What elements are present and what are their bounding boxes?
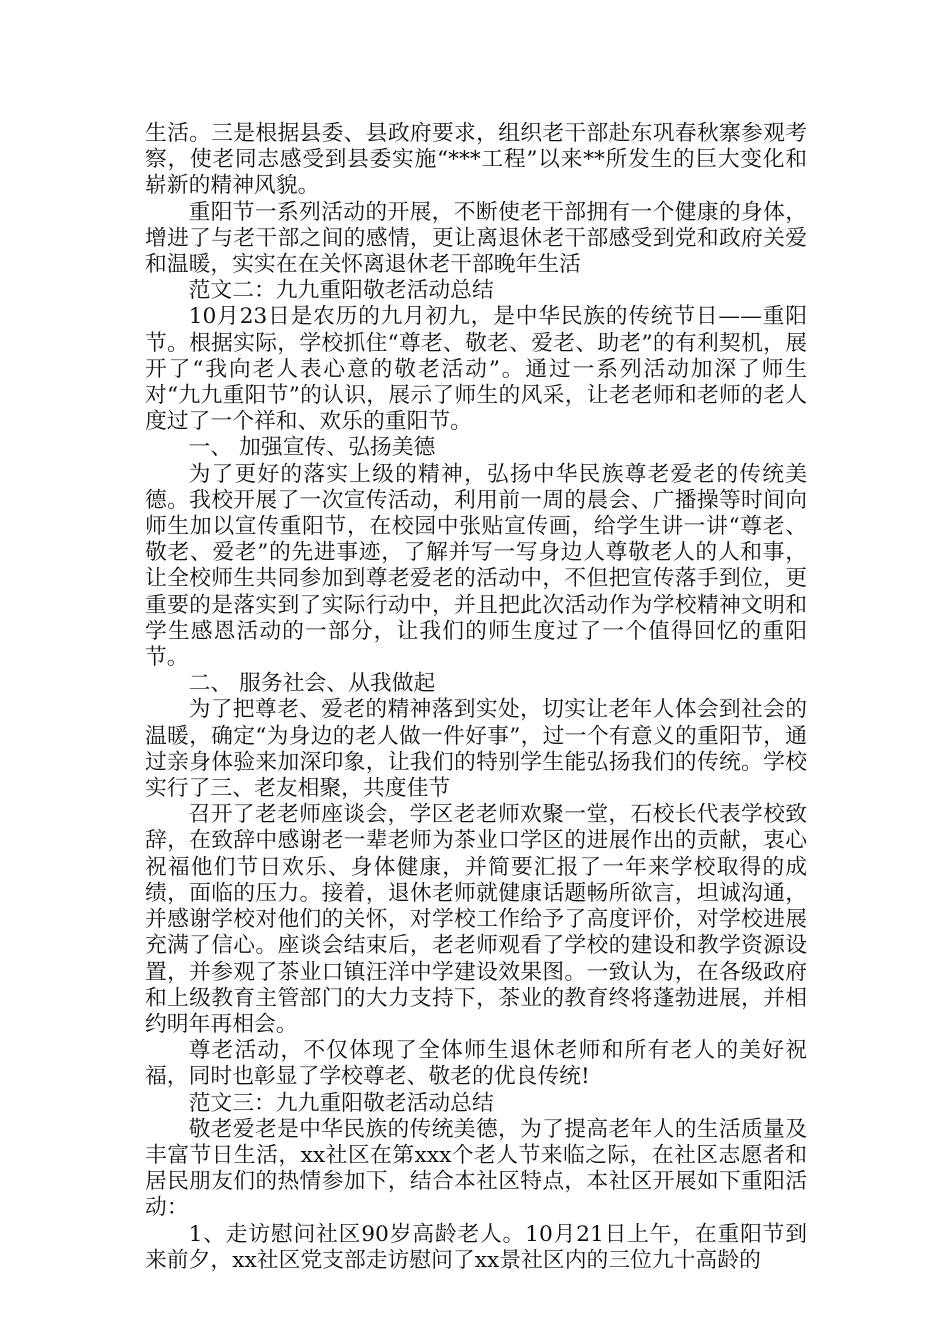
document-page (145, 121, 807, 1274)
paragraph: 敬老爱老是中华民族的传统美德，为了提高老年人的生活质量及丰富节日生活，xx社区在第xxx个老人节来临之际，在社区志愿者和居民朋友们的热情参加下，结合本社区特点，本社区开展如下重阳活动： (145, 1116, 807, 1221)
paragraph: 为了更好的落实上级的精神，弘扬中华民族尊老爱老的传统美德。我校开展了一次宣传活动，利用前一周的晨会、广播操等时间向师生加以宣传重阳节，在校园中张贴宣传画，给学生讲一讲“尊老、敬老、爱老”的先进事迹，了解并写一写身边人尊敬老人的人和事，让全校师生共同参加到尊老爱老的活动中，不但把宣传落手到位，更重要的是落实到了实际行动中，并且把此次活动作为学校精神文明和学生感恩活动的一部分，让我们的师生度过了一个值得回忆的重阳节。 (145, 461, 807, 671)
section-heading: 范文二：九九重阳敬老活动总结 (188, 278, 494, 304)
paragraph: 召开了老老师座谈会，学区老老师欢聚一堂，石校长代表学校致辞，在致辞中感谢老一辈老师为茶业口学区的进展作出的贡献，衷心祝福他们节日欢乐、身体健康，并简要汇报了一年来学校取得的成绩，面临的压力。接着，退休老师就健康话题畅所欲言，坦诚沟通，并感谢学校对他们的关怀，对学校工作给予了高度评价，对学校进展充满了信心。座谈会结束后，老老师观看了学校的建设和教学资源设置，并参观了茶业口镇汪洋中学建设效果图。一致认为，在各级政府和上级教育主管部门的大力支持下，茶业的教育终将蓬勃进展，并相约明年再相会。 (145, 802, 807, 1037)
paragraph: 为了把尊老、爱老的精神落到实处，切实让老年人体会到社会的温暖，确定“为身边的老人做一件好事”，过一个有意义的重阳节，通过亲身体验来加深印象，让我们的特别学生能弘扬我们的传统。学校实行了三、老友相聚，共度佳节 (145, 697, 807, 802)
section-heading: 一、 加强宣传、弘扬美德 (188, 435, 436, 461)
paragraph: 1、走访慰问社区90岁高龄老人。10月21日上午，在重阳节到来前夕，xx社区党支部走访慰问了xx景社区内的三位九十高龄的 (145, 1221, 807, 1273)
section-heading: 二、 服务社会、从我做起 (188, 671, 436, 697)
paragraph: 重阳节一系列活动的开展，不断使老干部拥有一个健康的身体，增进了与老干部之间的感情，更让离退休老干部感受到党和政府关爱和温暖，实实在在关怀离退休老干部晚年生活 (145, 199, 807, 278)
paragraph: 生活。三是根据县委、县政府要求，组织老干部赴东巩春秋寨参观考察，使老同志感受到县委实施“***工程”以来**所发生的巨大变化和崭新的精神风貌。 (145, 121, 807, 199)
section-heading: 范文三：九九重阳敬老活动总结 (188, 1090, 494, 1116)
paragraph: 10月23日是农历的九月初九，是中华民族的传统节日——重阳节。根据实际，学校抓住“尊老、敬老、爱老、助老”的有利契机，展开了“我向老人表心意的敬老活动”。通过一系列活动加深了师生对“九九重阳节”的认识，展示了师生的风采，让老老师和老师的老人度过了一个祥和、欢乐的重阳节。 (145, 304, 807, 435)
paragraph: 尊老活动，不仅体现了全体师生退休老师和所有老人的美好祝福，同时也彰显了学校尊老、敬老的优良传统! (145, 1038, 807, 1090)
